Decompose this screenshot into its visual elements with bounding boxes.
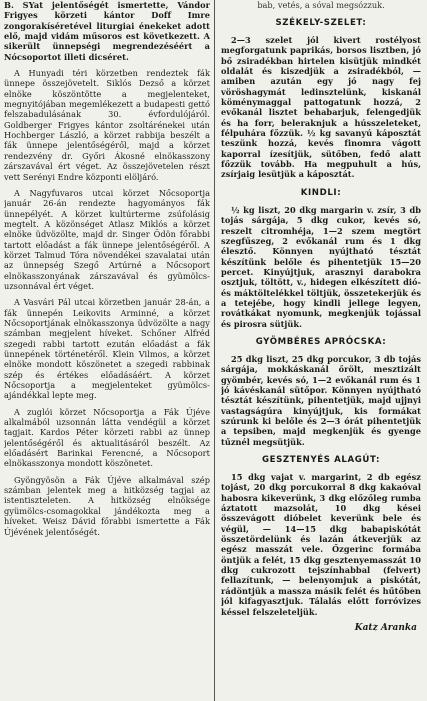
recipe-title-szekely-szelet: SZÉKELY-SZELET:: [275, 18, 367, 28]
article-paragraph-2: A Hunyadi téri körzetben rendeztek fák ünnepe összejövetelt. Siklós Dezső a körzet elnöke köszöntötte a megjelenteket, megnyitójában megemlékezett a budapesti gettó felszabadulásának 30. évfordulójáról. Goldberger Frigyes kántor zsoltárénekei után Hochberger László, a körzet rabbija beszélt a fák ünnepe jelentőségéről, majd a körzet rendezvény dr. Győri Ákosné elnökasszony zárszavával ért véget. Az összejövetelen részt vett Serényi Endre központi elöljáró.: [4, 68, 210, 182]
recipe-text-kindli: ½ kg liszt, 20 dkg margarin v. zsír, 3 db tojás sárgája, 5 dkg cukor, kevés só, reszelt citromhéja, 1—2 szem megtört szegfűszeg, 2 evőkanál rum és 1 dkg élesztő. Könnyen nyújtható tésztát készítünk belőle és pihentetjük 15—20 percet. Kinyújtjuk, arasznyi darabokra osztjuk, töltött, v., hidegen elkészített dió- és máktöltelékkel töltjük, összetekerjük és a tetejébe, hogy kindli jellege legyen, rovátkákat nyomunk, megkenjük tojással és pirosra sütjük.: [221, 204, 421, 329]
author-signature: Katz Aranka: [354, 622, 417, 633]
recipe-text-szekely-szelet: 2—3 szelet jól kivert rostélyost megforgatunk paprikás, borsos lisztben, jó bő zsiradékban hirtelen kisütjük mindkét oldalát és kiszedjük a zsiradékból, — amiben azután egy jó nagy fej vöröshagymát ledinsztelünk, kiskanál köménymaggal pattogatunk hozzá, 2 evőkanál lisztet behabarjuk, felengedjük és ha forr, beleraknjuk a hússzeleteket, félpuhára főzzük. ½ kg savanyú káposztát teszünk hozzá, kevés finomra vágott kaporral ízesítjük, sütőben, fedő alatt főzzük tovább. Ha megpuhult a hús, zsírjaig lesütjük a káposztát.: [221, 35, 421, 180]
column-divider: [214, 0, 215, 701]
article-paragraph-5: A zuglói körzet Nőcsoportja a Fák Újéve alkalmából uzsonnán látta vendégül a körzet tagjait. Kardos Péter körzeti rabbi az ünnep jelentőségéről és aktualitásáról beszélt. Az előadásért Barinkai Ferencné, a Nőcsoport elnökasszonya mondott köszönetet.: [4, 406, 210, 469]
article-paragraph-4: A Vasvári Pál utcai körzetben január 28-án, a fák ünnepén Leikovits Arminné, a körzet Nőcsoportjának elnökasszonya üdvözölte a nagy számban megjelent híveket. Schőner Alfréd szegedi rabbi tartott ezután előadást a fák ünnepének történetéről. Klein Vilmos, a körzet elnöke mondott köszönetet a szegedi rabbinak szép és értékes előadásáért. A körzet Nőcsoportja a megjelenteket gyümölcs-ajándékkal lepte meg.: [4, 297, 210, 401]
recipe-text-gesztenyes-alagut: 15 dkg vajat v. margarint, 2 db egész tojást, 20 dkg porcukorral 8 dkg kakaóval habosra kikeverünk, 3 dkg előzőleg rumba áztatott mazsolát, 10 dkg kései összevágott dióbelet keverünk bele és végül, — 14—15 dkg babapiskótát összetördelünk és lazán átkeverjük az egész masszát vele. Őzgerinc formába öntjük a felét, 15 dkg gesztenyemasszát 10 dkg cukrozott tejszínhabbal (felvert) fellazítunk, — belenyomjuk a piskótát, rádöntjük a massza másik felét és hűtőben jól kifagyasztjuk. Tálalás előtt forróvizes késsel felszeleteljük.: [221, 472, 421, 617]
article-paragraph-6: Gyöngyösön a Fák Újéve alkalmával szép számban jelentek meg a hitközség tagjai az istentiszteleten. A hitközség elnöksége gyümölcs-csomagokkal jándékozta meg a híveket. Weisz Dávid főrabbi ismertette a Fák Újévének jelentőségét.: [4, 474, 210, 537]
left-column: [4, 0, 210, 701]
clipped-top-line: bab, vetés, a sóval megsózzuk.: [257, 0, 385, 10]
right-column: [221, 0, 421, 701]
recipe-text-gyomberes-aprocska: 25 dkg liszt, 25 dkg porcukor, 3 db tojás sárgája, mokkáskanál őrölt, mesztizált gyömbér, kevés só, 1—2 evőkanál rum és 1 jó kávéskanál sütőpor. Könnyen nyújtható tésztát készítünk, pihentetjük, majd ujjnyi vastagságúra kinyújtjuk, kis formákat szúrunk ki belőle és 2—3 órát pihentetjük a tepsiben, majd megkenjük és gyenge tűznél megsütjük.: [221, 353, 421, 447]
article-paragraph-3: A Nagyfuvaros utcai körzet Nőcsoportja január 26-án rendezte hagyományos fák ünnepélyét. A körzet kultúrterme zsúfolásig megtelt. A közönséget Atlasz Miklós a körzet elnöke üdvözölte, majd dr. Singer Ödön főrabbi tartott előadást a fák ünnepe jelentőségéről. A körzet Talmud Tóra növendékei szavalatai után az ünnepség Szegő Artúrné a Nőcsoport elnökasszonyának zárszavával és gyümölcs-uzsonnával ért véget.: [4, 187, 210, 291]
article-paragraph-1: B. SYat jelentőségét ismertette, Vándor Frigyes körzeti kántor Doff Imre zongorakíséretével liturgiai énekeket adott elő, majd vidám műsoros est következett. A sikerült ünnepségi megrendezéséért a Nócsoportot illeti dicséret.: [4, 0, 210, 62]
recipe-title-kindli: KINDLI:: [300, 187, 342, 198]
recipe-title-gyomberes-aprocska: GYÖMBÉRES APRÓCSKA:: [255, 336, 387, 347]
recipe-title-gesztenyes-alagut: GESZTENYÉS ALAGÚT:: [262, 455, 380, 466]
